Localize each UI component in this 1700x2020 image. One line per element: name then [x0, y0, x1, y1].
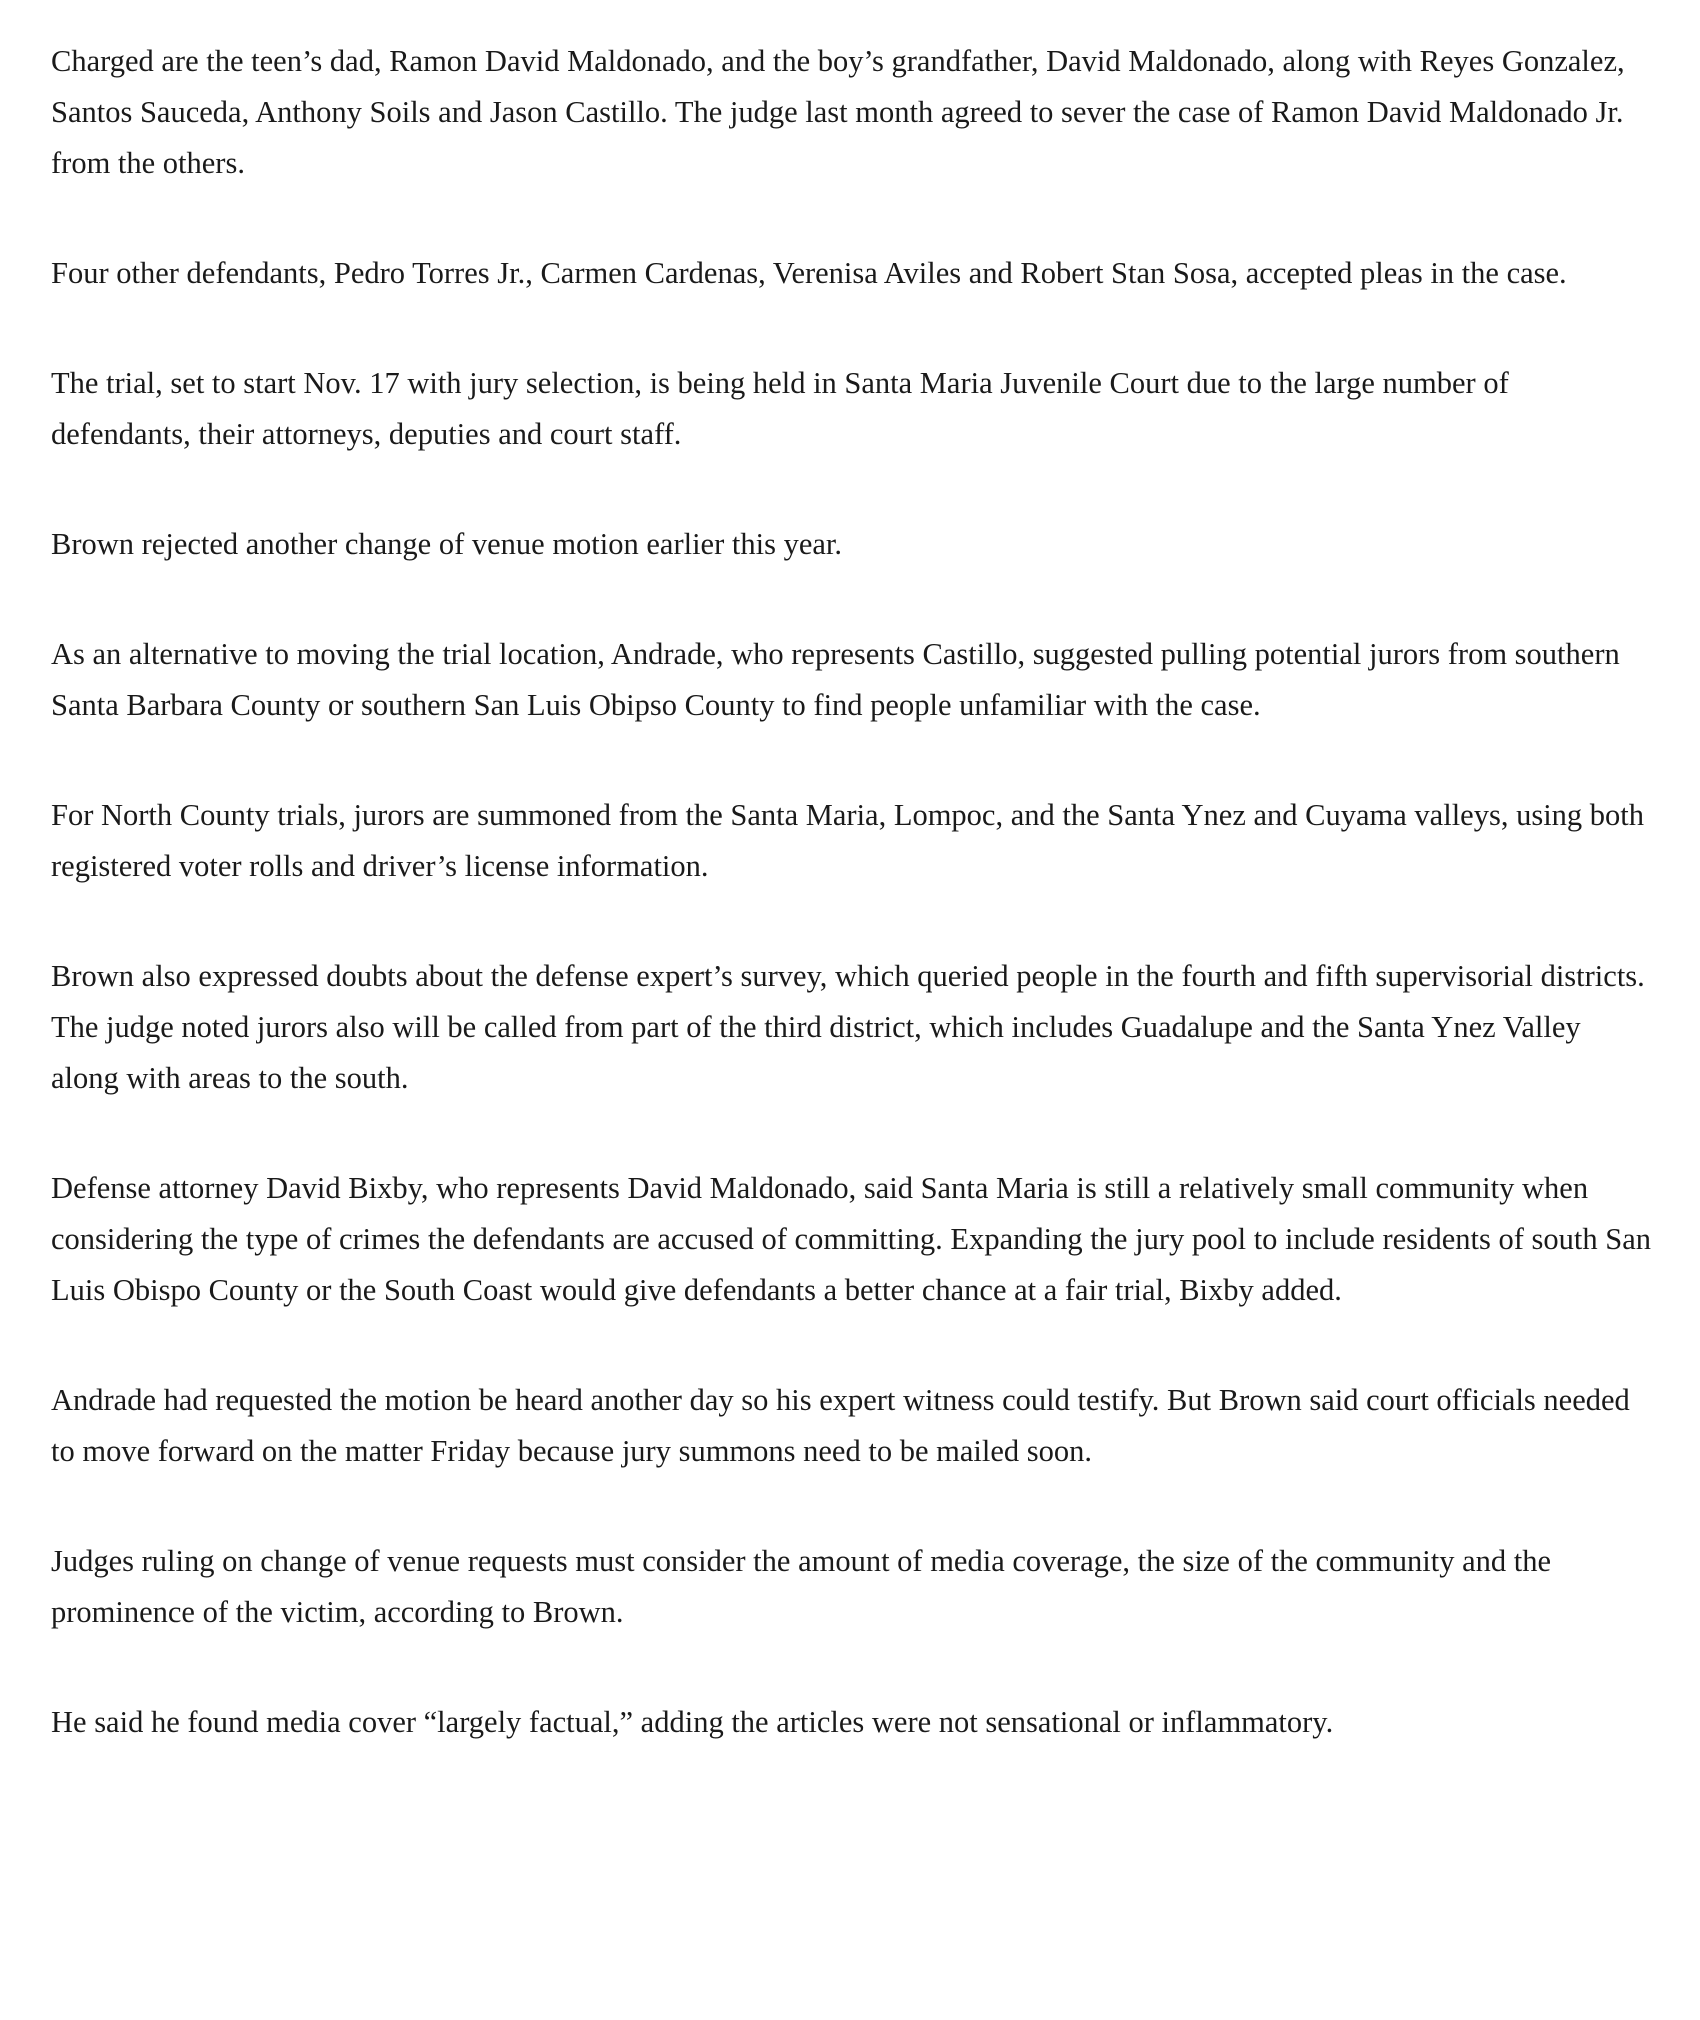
paragraph-north-county-jurors: For North County trials, jurors are summoned from the Santa Maria, Lompoc, and the Santa Ynez and Cuyama valleys, using both registered voter rolls and driver’s license information. — [51, 798, 1645, 883]
paragraph-venue-rejected: Brown rejected another change of venue motion earlier this year. — [51, 527, 842, 561]
paragraph-ruling-criteria: Judges ruling on change of venue requests must consider the amount of media coverage, the size of the community and the prominence of the victim, according to Brown. — [51, 1544, 1551, 1629]
paragraph-media-coverage: He said he found media cover “largely factual,” adding the articles were not sensational or inflammatory. — [51, 1705, 1334, 1739]
article-body — [51, 36, 1651, 1748]
paragraph-survey-doubts: Brown also expressed doubts about the defense expert’s survey, which queried people in the fourth and fifth supervisorial districts. The judge noted jurors also will be called from part of the third district, which includes Guadalupe and the Santa Ynez Valley along with areas to the south. — [51, 959, 1645, 1095]
paragraph-expert-witness: Andrade had requested the motion be heard another day so his expert witness could testify. But Brown said court officials needed to move forward on the matter Friday because jury summons need to be mailed soon. — [51, 1383, 1630, 1468]
paragraph-other-defendants: Four other defendants, Pedro Torres Jr., Carmen Cardenas, Verenisa Aviles and Robert Stan Sosa, accepted pleas in the case. — [51, 256, 1567, 290]
paragraph-charged-defendants: Charged are the teen’s dad, Ramon David Maldonado, and the boy’s grandfather, David Maldonado, along with Reyes Gonzalez, Santos Sauceda, Anthony Soils and Jason Castillo. The judge last month agreed to sever the case of Ramon David Maldonado Jr. from the others. — [51, 44, 1625, 180]
paragraph-bixby-argument: Defense attorney David Bixby, who represents David Maldonado, said Santa Maria is still a relatively small community when considering the type of crimes the defendants are accused of committing. Expanding the jury pool to include residents of south San Luis Obispo County or the South Coast would give defendants a better chance at a fair trial, Bixby added. — [51, 1171, 1651, 1307]
paragraph-trial-location: The trial, set to start Nov. 17 with jury selection, is being held in Santa Maria Juvenile Court due to the large number of defendants, their attorneys, deputies and court staff. — [51, 366, 1509, 451]
paragraph-juror-alternative: As an alternative to moving the trial location, Andrade, who represents Castillo, suggested pulling potential jurors from southern Santa Barbara County or southern San Luis Obipso County to find people unfamiliar with the case. — [51, 637, 1620, 722]
